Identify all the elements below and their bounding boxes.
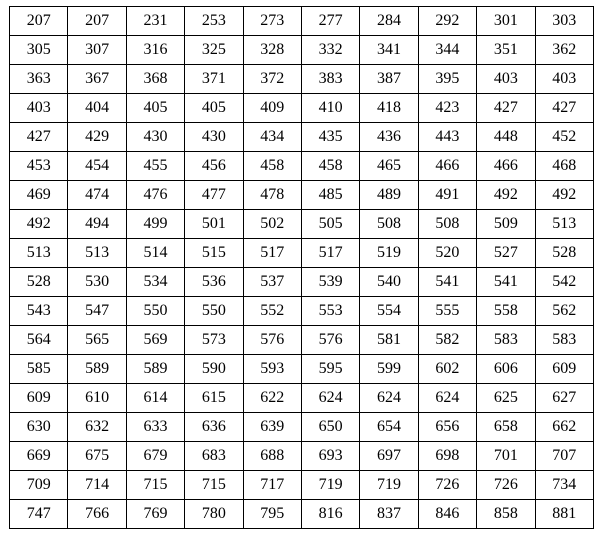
table-row: [10, 94, 594, 123]
table-row: [10, 123, 594, 152]
table-cell: 368: [126, 65, 184, 94]
table-cell: 430: [126, 123, 184, 152]
table-cell: 555: [418, 297, 476, 326]
table-cell: 284: [360, 7, 418, 36]
table-cell: 719: [301, 471, 359, 500]
table-cell: 717: [243, 471, 301, 500]
table-cell: 404: [68, 94, 126, 123]
table-cell: 554: [360, 297, 418, 326]
table-cell: 565: [68, 326, 126, 355]
table-cell: 675: [68, 442, 126, 471]
table-cell: 466: [418, 152, 476, 181]
table-cell: 305: [10, 36, 68, 65]
table-cell: 698: [418, 442, 476, 471]
table-cell: 816: [301, 500, 359, 529]
table-cell: 253: [185, 7, 243, 36]
table-cell: 405: [126, 94, 184, 123]
table-cell: 726: [418, 471, 476, 500]
table-row: [10, 326, 594, 355]
table-cell: 639: [243, 413, 301, 442]
table-cell: 528: [535, 239, 593, 268]
table-cell: 456: [185, 152, 243, 181]
table-cell: 448: [477, 123, 535, 152]
table-cell: 435: [301, 123, 359, 152]
table-cell: 344: [418, 36, 476, 65]
table-row: [10, 239, 594, 268]
table-cell: 513: [535, 210, 593, 239]
table-cell: 550: [185, 297, 243, 326]
table-cell: 701: [477, 442, 535, 471]
table-cell: 599: [360, 355, 418, 384]
table-cell: 367: [68, 65, 126, 94]
table-cell: 624: [418, 384, 476, 413]
table-cell: 624: [360, 384, 418, 413]
table-cell: 455: [126, 152, 184, 181]
table-cell: 630: [10, 413, 68, 442]
table-cell: 547: [68, 297, 126, 326]
table-row: [10, 500, 594, 529]
table-cell: 520: [418, 239, 476, 268]
table-cell: 277: [301, 7, 359, 36]
table-cell: 452: [535, 123, 593, 152]
table-row: [10, 413, 594, 442]
table-cell: 418: [360, 94, 418, 123]
table-cell: 528: [10, 268, 68, 297]
table-cell: 769: [126, 500, 184, 529]
table-cell: 513: [68, 239, 126, 268]
table-cell: 697: [360, 442, 418, 471]
table-cell: 405: [185, 94, 243, 123]
table-cell: 409: [243, 94, 301, 123]
table-body: [10, 7, 594, 529]
table-cell: 615: [185, 384, 243, 413]
table-cell: 301: [477, 7, 535, 36]
table-cell: 564: [10, 326, 68, 355]
table-cell: 489: [360, 181, 418, 210]
table-cell: 469: [10, 181, 68, 210]
table-cell: 429: [68, 123, 126, 152]
table-cell: 478: [243, 181, 301, 210]
table-cell: 719: [360, 471, 418, 500]
table-cell: 636: [185, 413, 243, 442]
table-cell: 633: [126, 413, 184, 442]
table-cell: 476: [126, 181, 184, 210]
table-cell: 443: [418, 123, 476, 152]
table-cell: 688: [243, 442, 301, 471]
table-cell: 517: [243, 239, 301, 268]
table-row: [10, 297, 594, 326]
table-cell: 683: [185, 442, 243, 471]
table-cell: 423: [418, 94, 476, 123]
table-cell: 558: [477, 297, 535, 326]
table-cell: 362: [535, 36, 593, 65]
table-cell: 514: [126, 239, 184, 268]
table-cell: 537: [243, 268, 301, 297]
table-cell: 383: [301, 65, 359, 94]
table-cell: 351: [477, 36, 535, 65]
table-cell: 609: [10, 384, 68, 413]
table-cell: 795: [243, 500, 301, 529]
table-cell: 325: [185, 36, 243, 65]
table-cell: 430: [185, 123, 243, 152]
table-cell: 625: [477, 384, 535, 413]
data-table: [9, 6, 594, 529]
table-cell: 846: [418, 500, 476, 529]
table-cell: 328: [243, 36, 301, 65]
table-cell: 502: [243, 210, 301, 239]
table-row: [10, 442, 594, 471]
table-cell: 656: [418, 413, 476, 442]
table-cell: 569: [126, 326, 184, 355]
table-cell: 658: [477, 413, 535, 442]
table-cell: 509: [477, 210, 535, 239]
table-cell: 465: [360, 152, 418, 181]
table-cell: 709: [10, 471, 68, 500]
table-cell: 610: [68, 384, 126, 413]
table-cell: 341: [360, 36, 418, 65]
table-cell: 207: [10, 7, 68, 36]
table-cell: 499: [126, 210, 184, 239]
table-cell: 581: [360, 326, 418, 355]
table-cell: 837: [360, 500, 418, 529]
table-cell: 332: [301, 36, 359, 65]
table-cell: 494: [68, 210, 126, 239]
table-cell: 492: [477, 181, 535, 210]
table-cell: 536: [185, 268, 243, 297]
table-cell: 714: [68, 471, 126, 500]
table-cell: 492: [10, 210, 68, 239]
table-row: [10, 471, 594, 500]
table-cell: 609: [535, 355, 593, 384]
table-cell: 292: [418, 7, 476, 36]
table-cell: 622: [243, 384, 301, 413]
table-cell: 552: [243, 297, 301, 326]
table-cell: 669: [10, 442, 68, 471]
table-cell: 593: [243, 355, 301, 384]
table-cell: 589: [126, 355, 184, 384]
table-cell: 539: [301, 268, 359, 297]
table-cell: 550: [126, 297, 184, 326]
table-cell: 590: [185, 355, 243, 384]
table-cell: 427: [535, 94, 593, 123]
table-cell: 395: [418, 65, 476, 94]
table-cell: 858: [477, 500, 535, 529]
table-cell: 474: [68, 181, 126, 210]
table-cell: 273: [243, 7, 301, 36]
table-cell: 371: [185, 65, 243, 94]
table-cell: 515: [185, 239, 243, 268]
table-cell: 715: [185, 471, 243, 500]
table-row: [10, 355, 594, 384]
table-cell: 508: [418, 210, 476, 239]
table-cell: 207: [68, 7, 126, 36]
table-cell: 562: [535, 297, 593, 326]
table-cell: 454: [68, 152, 126, 181]
table-cell: 589: [68, 355, 126, 384]
table-cell: 627: [535, 384, 593, 413]
table-cell: 466: [477, 152, 535, 181]
table-row: [10, 268, 594, 297]
table-cell: 573: [185, 326, 243, 355]
table-cell: 505: [301, 210, 359, 239]
table-cell: 576: [243, 326, 301, 355]
table-cell: 650: [301, 413, 359, 442]
table-cell: 436: [360, 123, 418, 152]
table-cell: 508: [360, 210, 418, 239]
table-cell: 541: [418, 268, 476, 297]
table-cell: 693: [301, 442, 359, 471]
table-cell: 606: [477, 355, 535, 384]
table-cell: 231: [126, 7, 184, 36]
table-cell: 679: [126, 442, 184, 471]
table-cell: 316: [126, 36, 184, 65]
table-cell: 468: [535, 152, 593, 181]
table-cell: 582: [418, 326, 476, 355]
table-cell: 403: [477, 65, 535, 94]
table-cell: 540: [360, 268, 418, 297]
table-cell: 553: [301, 297, 359, 326]
table-cell: 492: [535, 181, 593, 210]
table-cell: 501: [185, 210, 243, 239]
table-cell: 458: [301, 152, 359, 181]
table-cell: 602: [418, 355, 476, 384]
table-cell: 542: [535, 268, 593, 297]
table-cell: 372: [243, 65, 301, 94]
table-cell: 530: [68, 268, 126, 297]
table-cell: 614: [126, 384, 184, 413]
table-row: [10, 65, 594, 94]
table-cell: 583: [535, 326, 593, 355]
table-cell: 534: [126, 268, 184, 297]
table-cell: 485: [301, 181, 359, 210]
table-cell: 410: [301, 94, 359, 123]
table-cell: 513: [10, 239, 68, 268]
table-cell: 363: [10, 65, 68, 94]
table-cell: 780: [185, 500, 243, 529]
table-cell: 453: [10, 152, 68, 181]
table-cell: 734: [535, 471, 593, 500]
table-row: [10, 384, 594, 413]
table-cell: 766: [68, 500, 126, 529]
table-cell: 881: [535, 500, 593, 529]
table-cell: 387: [360, 65, 418, 94]
table-row: [10, 152, 594, 181]
table-cell: 747: [10, 500, 68, 529]
table-cell: 519: [360, 239, 418, 268]
table-cell: 458: [243, 152, 301, 181]
table-cell: 715: [126, 471, 184, 500]
table-cell: 583: [477, 326, 535, 355]
table-cell: 595: [301, 355, 359, 384]
table-row: [10, 210, 594, 239]
table-cell: 632: [68, 413, 126, 442]
table-cell: 434: [243, 123, 301, 152]
table-cell: 307: [68, 36, 126, 65]
table-cell: 707: [535, 442, 593, 471]
table-cell: 403: [535, 65, 593, 94]
table-row: [10, 7, 594, 36]
table-cell: 543: [10, 297, 68, 326]
table-cell: 541: [477, 268, 535, 297]
table-cell: 427: [10, 123, 68, 152]
table-cell: 491: [418, 181, 476, 210]
table-cell: 427: [477, 94, 535, 123]
table-cell: 576: [301, 326, 359, 355]
table-cell: 654: [360, 413, 418, 442]
table-cell: 403: [10, 94, 68, 123]
table-cell: 477: [185, 181, 243, 210]
table-cell: 726: [477, 471, 535, 500]
table-cell: 585: [10, 355, 68, 384]
table-cell: 662: [535, 413, 593, 442]
table-cell: 303: [535, 7, 593, 36]
table-cell: 624: [301, 384, 359, 413]
table-cell: 527: [477, 239, 535, 268]
table-row: [10, 36, 594, 65]
table-row: [10, 181, 594, 210]
table-cell: 517: [301, 239, 359, 268]
